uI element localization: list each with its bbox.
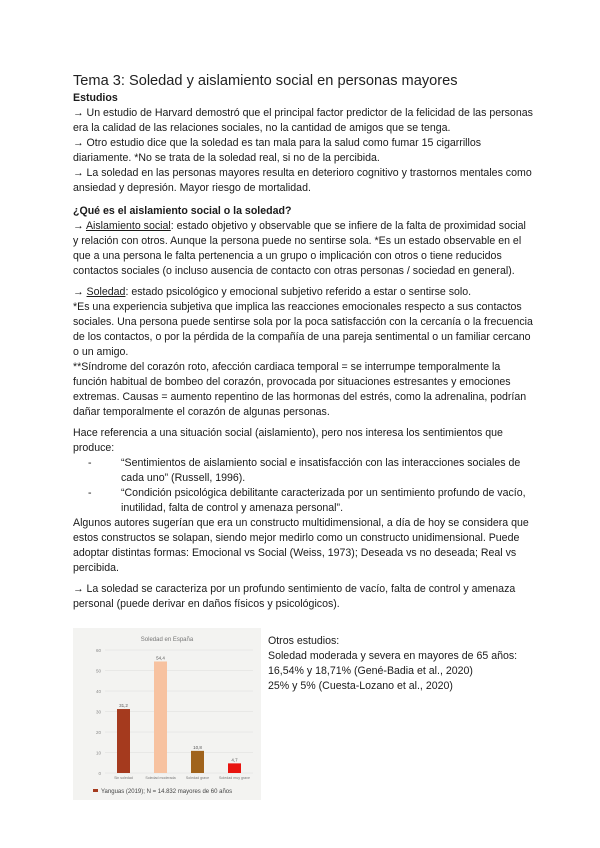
definition-text: : estado psicológico y emocional subjetivo referido a estar o sentirse solo. [125, 286, 472, 298]
section-heading-que-es: ¿Qué es el aislamiento social o la soledad? [73, 205, 292, 217]
paragraph-soledad [73, 285, 533, 300]
y-tick-label: 50 [95, 668, 101, 674]
data-label: 4,7 [231, 757, 238, 763]
list-dash: - [88, 457, 92, 469]
otros-line: 25% y 5% (Cuesta-Lozano et al., 2020) [268, 680, 453, 692]
list-dash: - [88, 487, 92, 499]
bar-1 [117, 709, 130, 773]
list-item-text: “Condición psicológica debilitante caracterizada por un sentimiento profundo de vacío, inutilidad, falta de control y amenaza personal”. [121, 487, 526, 514]
data-label: 31,2 [119, 703, 128, 709]
document-page [73, 72, 533, 612]
bar-chart [73, 628, 261, 800]
y-tick-label: 40 [95, 689, 101, 694]
otros-heading: Otros estudios: [268, 635, 340, 647]
y-tick-label: 60 [95, 648, 101, 653]
paragraph: Hace referencia a una situación social (aislamiento), pero nos interesa los sentimientos que produce: [73, 427, 503, 454]
y-tick-label: 0 [98, 771, 101, 776]
paragraph: → La soledad se caracteriza por un profundo sentimiento de vacío, falta de control y amenaza personal (puede derivar en daños físicos y psicológicos). [73, 583, 516, 610]
section-heading-estudios: Estudios [73, 92, 118, 104]
y-tick-label: 30 [95, 709, 101, 715]
x-tick-label: Soledad grave [185, 776, 210, 780]
otros-line: Soledad moderada y severa en mayores de 65 años: 16,54% y 18,71% (Gené-Badia et al., 2020) [268, 650, 518, 677]
chart-svg [73, 628, 261, 800]
otros-estudios [268, 634, 533, 694]
figure-section [73, 628, 533, 800]
page-title: Tema 3: Soledad y aislamiento social en personas mayores [73, 73, 458, 89]
definitions-list [73, 456, 533, 516]
bar-2 [154, 661, 167, 773]
paragraph: → Otro estudio dice que la soledad es tan mala para la salud como fumar 15 cigarrillos diariamente. *No se trata de la soledad real, si no de la percibida. [73, 137, 482, 164]
bar-4 [228, 763, 241, 773]
term-aislamiento-social: Aislamiento social [85, 220, 171, 232]
list-item [88, 486, 533, 516]
x-tick-label: Soledad moderada [145, 776, 176, 780]
y-tick-label: 20 [95, 730, 101, 735]
definition-text: : estado objetivo y observable que se infiere de la falta de proximidad social y relación con otros. Aunque la persona puede no sentirse sola. *Es un estado observable en el que a una persona le falta pertenencia a un grupo o implicación con otros o tiene reducidos contactos sociales (o incluso ausencia de contacto con otras personas / sociedad en general). [73, 220, 526, 277]
paragraph: *Es una experiencia subjetiva que implica las reacciones emocionales respecto a sus contactos sociales. Una persona puede sentirse sola por la poca satisfacción con la cercanía o la frecuencia de los contactos, o por la pérdida de la compañía de una pareja sentimental o un familiar cercano o un amigo. [73, 301, 533, 358]
paragraph: **Síndrome del corazón roto, afección cardiaca temporal = se interrumpe temporalmente la función habitual de bombeo del corazón, provocada por situaciones estresantes y emociones extremas. Causas = aumento repentino de las hormonas del estrés, como la adrenalina, podrían dañar temporalmente el corazón de algunas personas. [73, 361, 527, 418]
bar-3 [191, 751, 204, 773]
legend-swatch [93, 789, 98, 792]
x-tick-label: Sin soledad [114, 776, 133, 780]
y-tick-label: 10 [95, 750, 101, 756]
term-soledad: Soledad [86, 286, 126, 298]
data-label: 54,4 [156, 655, 165, 661]
chart-title: Soledad en España [140, 637, 194, 643]
paragraph: → La soledad en las personas mayores resulta en deterioro cognitivo y trastornos mentales como ansiedad y depresión. Mayor riesgo de mortalidad. [73, 167, 532, 194]
arrow: → [73, 220, 86, 232]
paragraph-aislamiento [73, 219, 533, 279]
list-item [88, 456, 533, 486]
arrow: → [73, 286, 87, 298]
list-item-text: “Sentimientos de aislamiento social e insatisfacción con las interacciones sociales de cada uno” (Russell, 1996). [121, 457, 521, 484]
legend-label: Yanguas (2019); N = 14.832 mayores de 60 años [101, 789, 233, 795]
paragraph: Algunos autores sugerían que era un constructo multidimensional, a día de hoy se considera que estos constructos se solapan, siendo mejor medirlo como un constructo unidimensional. Puede adoptar distintas formas: Emocional vs Social (Weiss, 1973); Deseada vs no deseada; Real vs percibida. [73, 517, 529, 574]
data-label: 10,8 [193, 744, 202, 750]
x-tick-label: Soledad muy grave [219, 776, 250, 780]
paragraph: → Un estudio de Harvard demostró que el principal factor predictor de la felicidad de las personas era la calidad de las relaciones sociales, no la cantidad de amigos que se tenga. [73, 107, 533, 134]
